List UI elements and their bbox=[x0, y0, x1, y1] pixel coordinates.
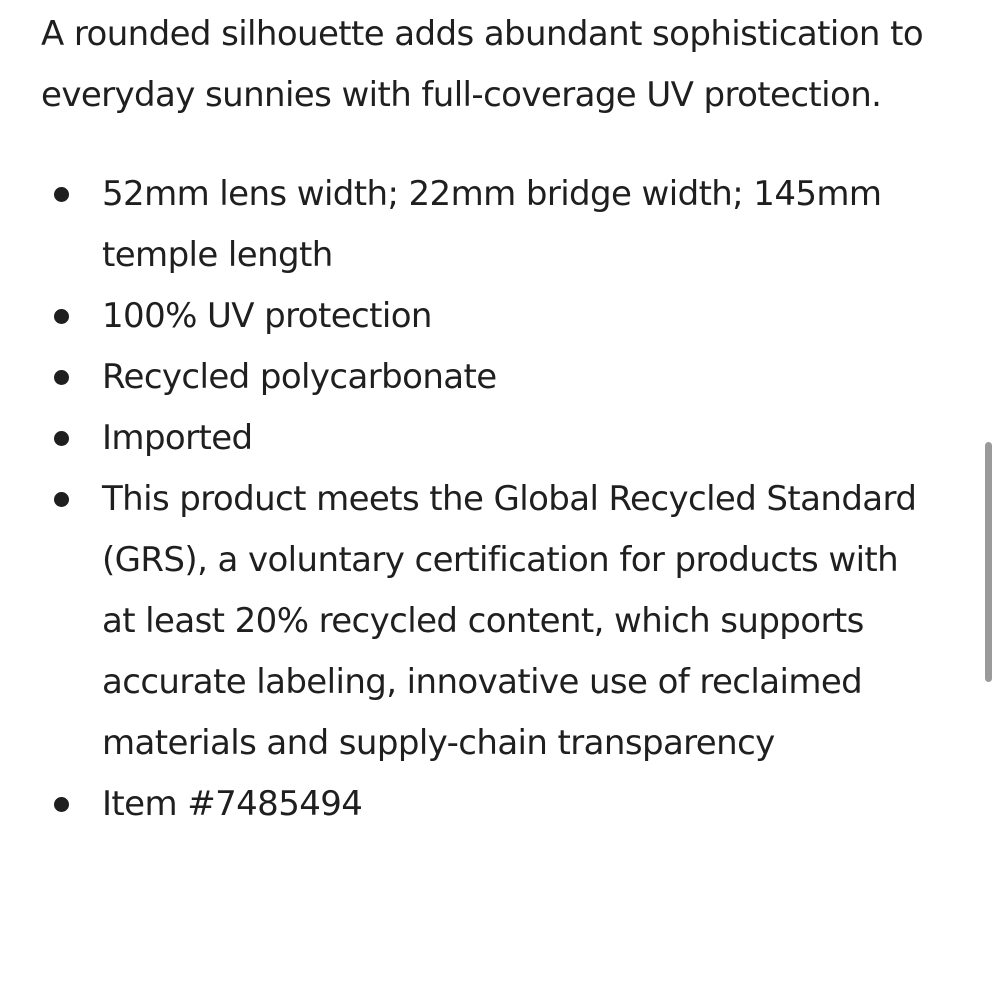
feature-text: 52mm lens width; 22mm bridge width; 145mm temple length bbox=[102, 174, 882, 275]
product-description: A rounded silhouette adds abundant sophistication to everyday sunnies with full-coverage UV protection. bbox=[41, 14, 924, 115]
list-item bbox=[41, 469, 932, 774]
list-item bbox=[41, 347, 932, 408]
bullet-icon bbox=[54, 187, 69, 202]
bullet-icon bbox=[54, 431, 69, 446]
list-item bbox=[41, 286, 932, 347]
product-details bbox=[41, 4, 941, 835]
feature-text: This product meets the Global Recycled Standard (GRS), a voluntary certification for products with at least 20% recycled content, which supports accurate labeling, innovative use of reclaimed materials and supply-chain transparency bbox=[102, 479, 917, 763]
bullet-icon bbox=[54, 797, 69, 812]
scrollbar[interactable] bbox=[985, 442, 992, 682]
feature-text: Recycled polycarbonate bbox=[102, 357, 497, 397]
list-item bbox=[41, 164, 932, 286]
bullet-icon bbox=[54, 309, 69, 324]
list-item bbox=[41, 774, 932, 835]
feature-text: 100% UV protection bbox=[102, 296, 432, 336]
bullet-icon bbox=[54, 370, 69, 385]
feature-list bbox=[41, 164, 941, 835]
list-item bbox=[41, 408, 932, 469]
bullet-icon bbox=[54, 492, 69, 507]
feature-text: Imported bbox=[102, 418, 253, 458]
item-number: Item #7485494 bbox=[102, 784, 363, 824]
